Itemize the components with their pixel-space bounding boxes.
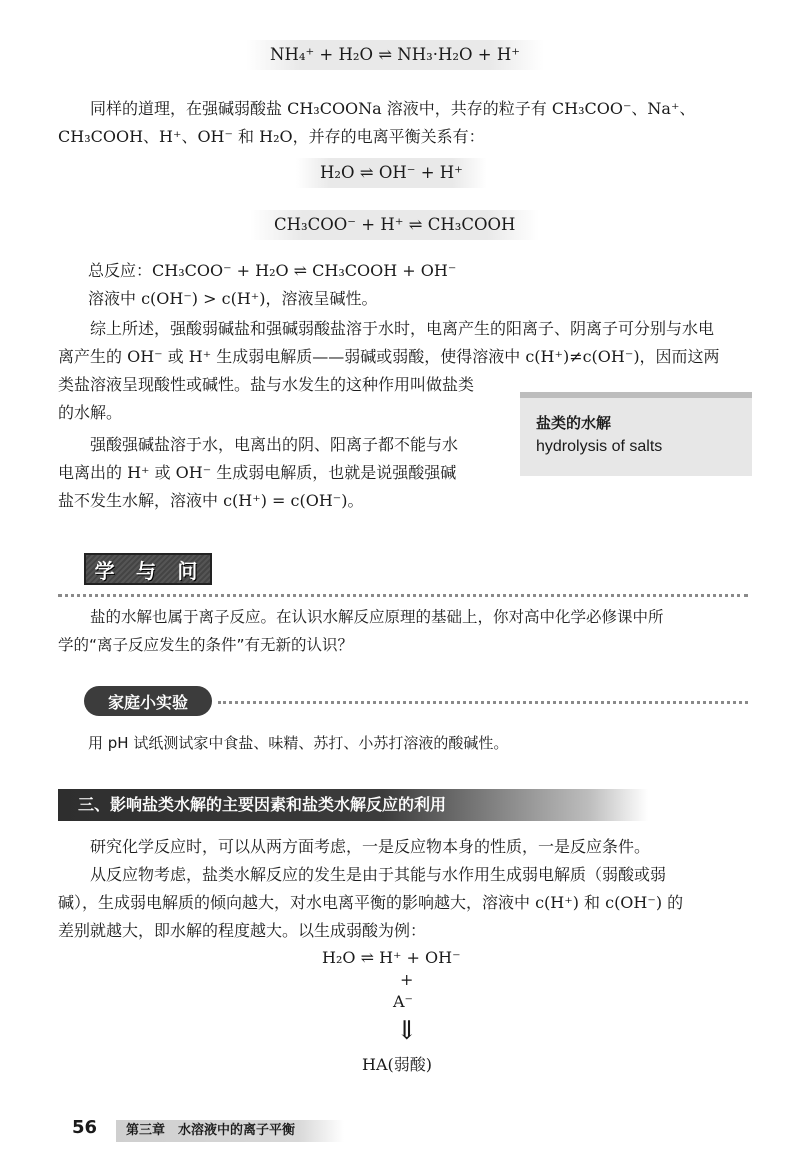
equation-ammonium-hydrolysis: NH₄⁺ + H₂O ⇌ NH₃·H₂O + H⁺ (246, 40, 544, 70)
paragraph-line: 综上所述，强酸弱碱盐和强碱弱酸盐溶于水时，电离产生的阳离子、阴离子可分别与水电 (90, 319, 715, 338)
home-experiment-heading: 家庭小实验 (84, 686, 212, 716)
diagram-water-equilibrium: H₂O ⇌ H⁺ + OH⁻ (322, 948, 461, 967)
dotted-divider (218, 701, 748, 704)
home-experiment-text: 用 pH 试纸测试家中食盐、味精、苏打、小苏打溶液的酸碱性。 (88, 734, 509, 752)
question-line: 盐的水解也属于离子反应。在认识水解反应原理的基础上，你对高中化学必修课中所 (90, 608, 664, 626)
paragraph-line: CH₃COOH、H⁺、OH⁻ 和 H₂O，并存的电离平衡关系有： (58, 127, 485, 146)
paragraph-line: 碱），生成弱电解质的倾向越大，对水电离平衡的影响越大，溶液中 c(H⁺) 和 c(OH⁻) 的 (58, 893, 684, 912)
sidenote-english-term: hydrolysis of salts (536, 438, 663, 455)
equation-water-ionization: H₂O ⇌ OH⁻ + H⁺ (296, 158, 487, 188)
alkaline-statement: 溶液中 c(OH⁻) > c(H⁺)，溶液呈碱性。 (88, 289, 378, 308)
diagram-plus: + (400, 970, 414, 989)
paragraph-line: 的水解。 (58, 403, 123, 422)
paragraph-line: 离产生的 OH⁻ 或 H⁺ 生成弱电解质——弱碱或弱酸，使得溶液中 c(H⁺)≠c(OH⁻)，因而这两 (58, 347, 720, 366)
paragraph-line: 电离出的 H⁺ 或 OH⁻ 生成弱电解质，也就是说强酸强碱 (58, 463, 457, 482)
paragraph-line: 强酸强碱盐溶于水，电离出的阴、阳离子都不能与水 (90, 435, 459, 454)
glossary-sidenote (520, 392, 752, 476)
diagram-weak-acid: HA(弱酸) (362, 1055, 432, 1074)
heading-char: 问 (177, 558, 202, 583)
section-heading: 三、影响盐类水解的主要因素和盐类水解反应的利用 (58, 789, 648, 821)
sidenote-chinese-term: 盐类的水解 (536, 414, 612, 432)
page-number: 56 (72, 1117, 98, 1138)
dotted-divider (58, 594, 748, 597)
question-line: 学的“离子反应发生的条件”有无新的认识？ (58, 636, 354, 654)
chapter-label: 第三章 水溶液中的离子平衡 (116, 1120, 344, 1142)
study-and-ask-heading (84, 553, 212, 585)
paragraph-line: 从反应物考虑，盐类水解反应的发生是由于其能与水作用生成弱电解质（弱酸或弱 (90, 865, 667, 884)
heading-char: 学 (94, 558, 119, 583)
paragraph-line: 差别就越大，即水解的程度越大。以生成弱酸为例： (58, 921, 427, 940)
equation-acetate-combination: CH₃COO⁻ + H⁺ ⇌ CH₃COOH (250, 210, 539, 240)
paragraph-line: 同样的道理，在强碱弱酸盐 CH₃COONa 溶液中，共存的粒子有 CH₃COO⁻、Na⁺、 (90, 99, 696, 118)
diagram-down-arrow-icon: ⇓ (396, 1016, 418, 1046)
paragraph-line: 盐不发生水解，溶液中 c(H⁺) = c(OH⁻)。 (58, 491, 364, 510)
diagram-anion: A⁻ (393, 992, 413, 1011)
heading-char: 与 (135, 558, 160, 583)
paragraph-line: 研究化学反应时，可以从两方面考虑，一是反应物本身的性质，一是反应条件。 (90, 837, 651, 856)
total-reaction: 总反应：CH₃COO⁻ + H₂O ⇌ CH₃COOH + OH⁻ (88, 261, 457, 280)
paragraph-line: 类盐溶液呈现酸性或碱性。盐与水发生的这种作用叫做盐类 (58, 375, 475, 394)
